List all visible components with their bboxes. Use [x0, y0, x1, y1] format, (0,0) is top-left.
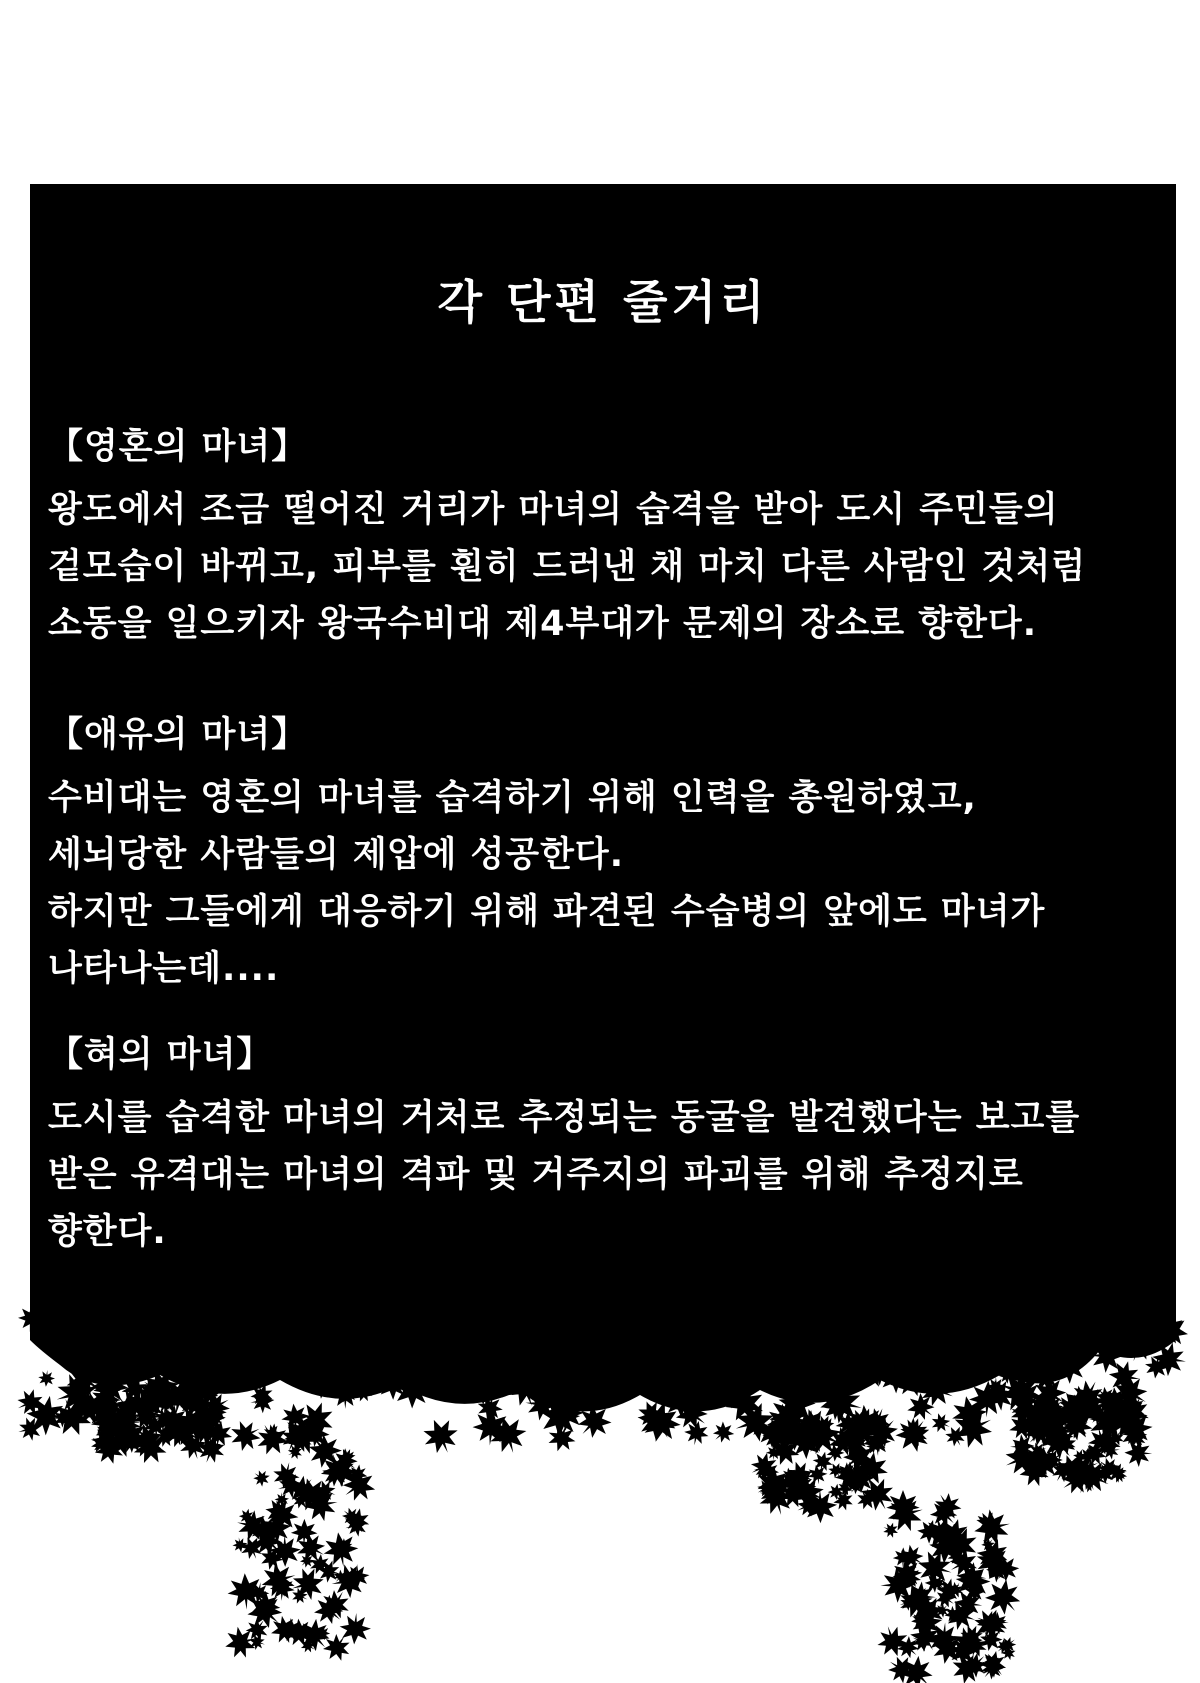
- section-heading: 【애유의 마녀】: [48, 715, 308, 755]
- maple-leaf-icon: [928, 1410, 954, 1436]
- body-line: 도시를 습격한 마녀의 거처로 추정되는 동굴을 발견했다는 보고를: [48, 1098, 1081, 1138]
- section-body: [48, 770, 1158, 998]
- maple-leaf-icon: [708, 1417, 738, 1447]
- maple-leaf-icon: [250, 1466, 273, 1489]
- maple-leaf-icon: [417, 1413, 464, 1460]
- section-tongue-witch: [48, 1030, 1158, 1261]
- body-line: 겉모습이 바뀌고, 피부를 훤히 드러낸 채 마치 다른 사람인 것처럼: [48, 547, 1087, 587]
- section-soul-witch: [48, 422, 1158, 653]
- body-line: 받은 유격대는 마녀의 격파 및 거주지의 파괴를 위해 추정지로: [48, 1155, 1024, 1195]
- maple-leaf-icon: [928, 1487, 966, 1525]
- maple-leaf-icon: [873, 1621, 913, 1661]
- body-line: 하지만 그들에게 대응하기 위해 파견된 수습병의 앞에도 마녀가: [48, 892, 1046, 932]
- maple-leaf-foliage: [0, 1280, 1200, 1683]
- leaf-cluster-group: [12, 1280, 1194, 1683]
- section-aeyu-witch: [48, 710, 1158, 998]
- maple-leaf-icon: [37, 1369, 55, 1387]
- section-heading: 【혀의 마녀】: [48, 1035, 273, 1075]
- maple-leaf-icon: [338, 1612, 371, 1645]
- page-title: 각 단편 줄거리: [437, 275, 769, 329]
- story-panel: [30, 184, 1176, 1294]
- body-line: 나타나는데....: [48, 949, 280, 989]
- maple-leaf-icon: [971, 1506, 1014, 1549]
- section-body: [48, 1090, 1158, 1261]
- body-line: 왕도에서 조금 떨어진 거리가 마녀의 습격을 받아 도시 주민들의: [48, 490, 1059, 530]
- body-line: 수비대는 영혼의 마녀를 습격하기 위해 인력을 총원하였고,: [48, 778, 977, 818]
- maple-leaf-icon: [889, 1410, 938, 1459]
- body-line: 소동을 일으키자 왕국수비대 제4부대가 문제의 장소로 향한다.: [48, 604, 1038, 644]
- section-body: [48, 482, 1158, 653]
- maple-leaf-icon: [225, 1415, 267, 1457]
- body-line: 세뇌당한 사람들의 제압에 성공한다.: [48, 835, 625, 875]
- body-line: 향한다.: [48, 1212, 167, 1252]
- section-heading: 【영혼의 마녀】: [48, 427, 308, 467]
